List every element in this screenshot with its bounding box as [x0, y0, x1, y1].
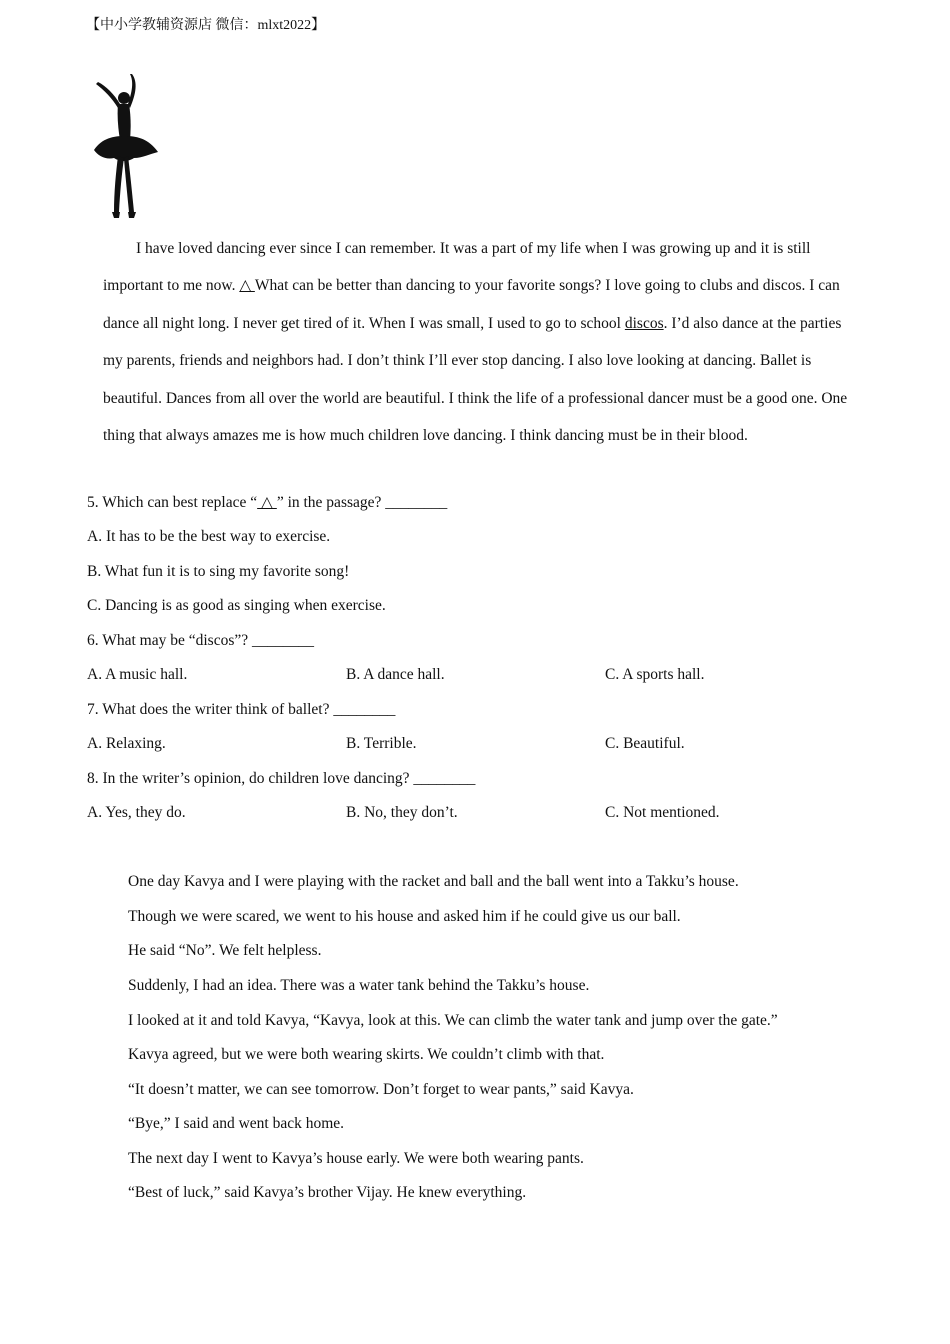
page-header: 【中小学教辅资源店 微信：mlxt2022】 [86, 18, 326, 33]
question-8-option-b: B. No, they don’t. [346, 804, 458, 821]
passage-2-line: Though we were scared, we went to his house and asked him if he could give us our ball. [128, 908, 681, 925]
question-8: 8. In the writer’s opinion, do children love dancing? ________ [87, 770, 476, 787]
question-6-option-c: C. A sports hall. [605, 666, 705, 683]
passage-2-line: “Best of luck,” said Kavya’s brother Vijay. He knew everything. [128, 1184, 527, 1201]
question-8-option-c: C. Not mentioned. [605, 804, 720, 821]
passage-1-blank: △ [239, 277, 255, 295]
question-5 [87, 493, 447, 512]
question-6-option-b: B. A dance hall. [346, 666, 445, 683]
question-5-option-b: B. What fun it is to sing my favorite song! [87, 563, 350, 580]
passage-2-line: “It doesn’t matter, we can see tomorrow. Don’t forget to wear pants,” said Kavya. [128, 1081, 634, 1098]
passage-2-line: I looked at it and told Kavya, “Kavya, look at this. We can climb the water tank and jump over the gate.” [128, 1012, 778, 1029]
ballerina-silhouette-icon [84, 72, 164, 220]
question-7-option-c: C. Beautiful. [605, 735, 685, 752]
passage-2-line: One day Kavya and I were playing with the racket and ball and the ball went into a Takku’s house. [128, 873, 739, 890]
passage-1-text-b: What can be better than dancing to your favorite songs? I love going to clubs and discos. I can dance all night long. I never get tired of it. When I was small, I used to go to school [103, 277, 840, 332]
passage-2-line: Kavya agreed, but we were both wearing skirts. We couldn’t climb with that. [128, 1046, 605, 1063]
question-6: 6. What may be “discos”? ________ [87, 632, 314, 649]
question-5-option-a: A. It has to be the best way to exercise. [87, 528, 331, 545]
passage-1-paragraph [103, 230, 863, 454]
question-8-option-a: A. Yes, they do. [87, 804, 186, 821]
question-7-option-b: B. Terrible. [346, 735, 417, 752]
question-5-mark: △ [257, 494, 277, 511]
question-7: 7. What does the writer think of ballet? ________ [87, 701, 396, 718]
passage-1-text-c: . I’d also dance at the parties my parents, friends and neighbors had. I don’t think I’ll ever stop dancing. I also love looking at dancing. Ballet is beautiful. Dances from all over the world are beautiful. I think the life of a professional dancer must be a good one. One thing that always amazes me is how much children love dancing. I think dancing must be in their blood. [103, 314, 848, 445]
reading-passage-1 [103, 230, 863, 454]
question-5-option-c: C. Dancing is as good as singing when exercise. [87, 597, 386, 614]
question-6-option-a: A. A music hall. [87, 666, 188, 683]
passage-2-line: He said “No”. We felt helpless. [128, 942, 322, 959]
question-5-text: 5. Which can best replace “ [87, 494, 258, 511]
passage-2-line: “Bye,” I said and went back home. [128, 1115, 345, 1132]
passage-1-text-a: I have loved dancing ever since I can remember. It was a part of my life when I was growing up and it is still important to me now. [103, 240, 811, 295]
question-7-option-a: A. Relaxing. [87, 735, 166, 752]
passage-2-line: Suddenly, I had an idea. There was a water tank behind the Takku’s house. [128, 977, 590, 994]
passage-1-underlined-word: discos [624, 314, 664, 332]
question-5-text-end: ” in the passage? ________ [276, 494, 448, 511]
passage-2-line: The next day I went to Kavya’s house early. We were both wearing pants. [128, 1150, 584, 1167]
